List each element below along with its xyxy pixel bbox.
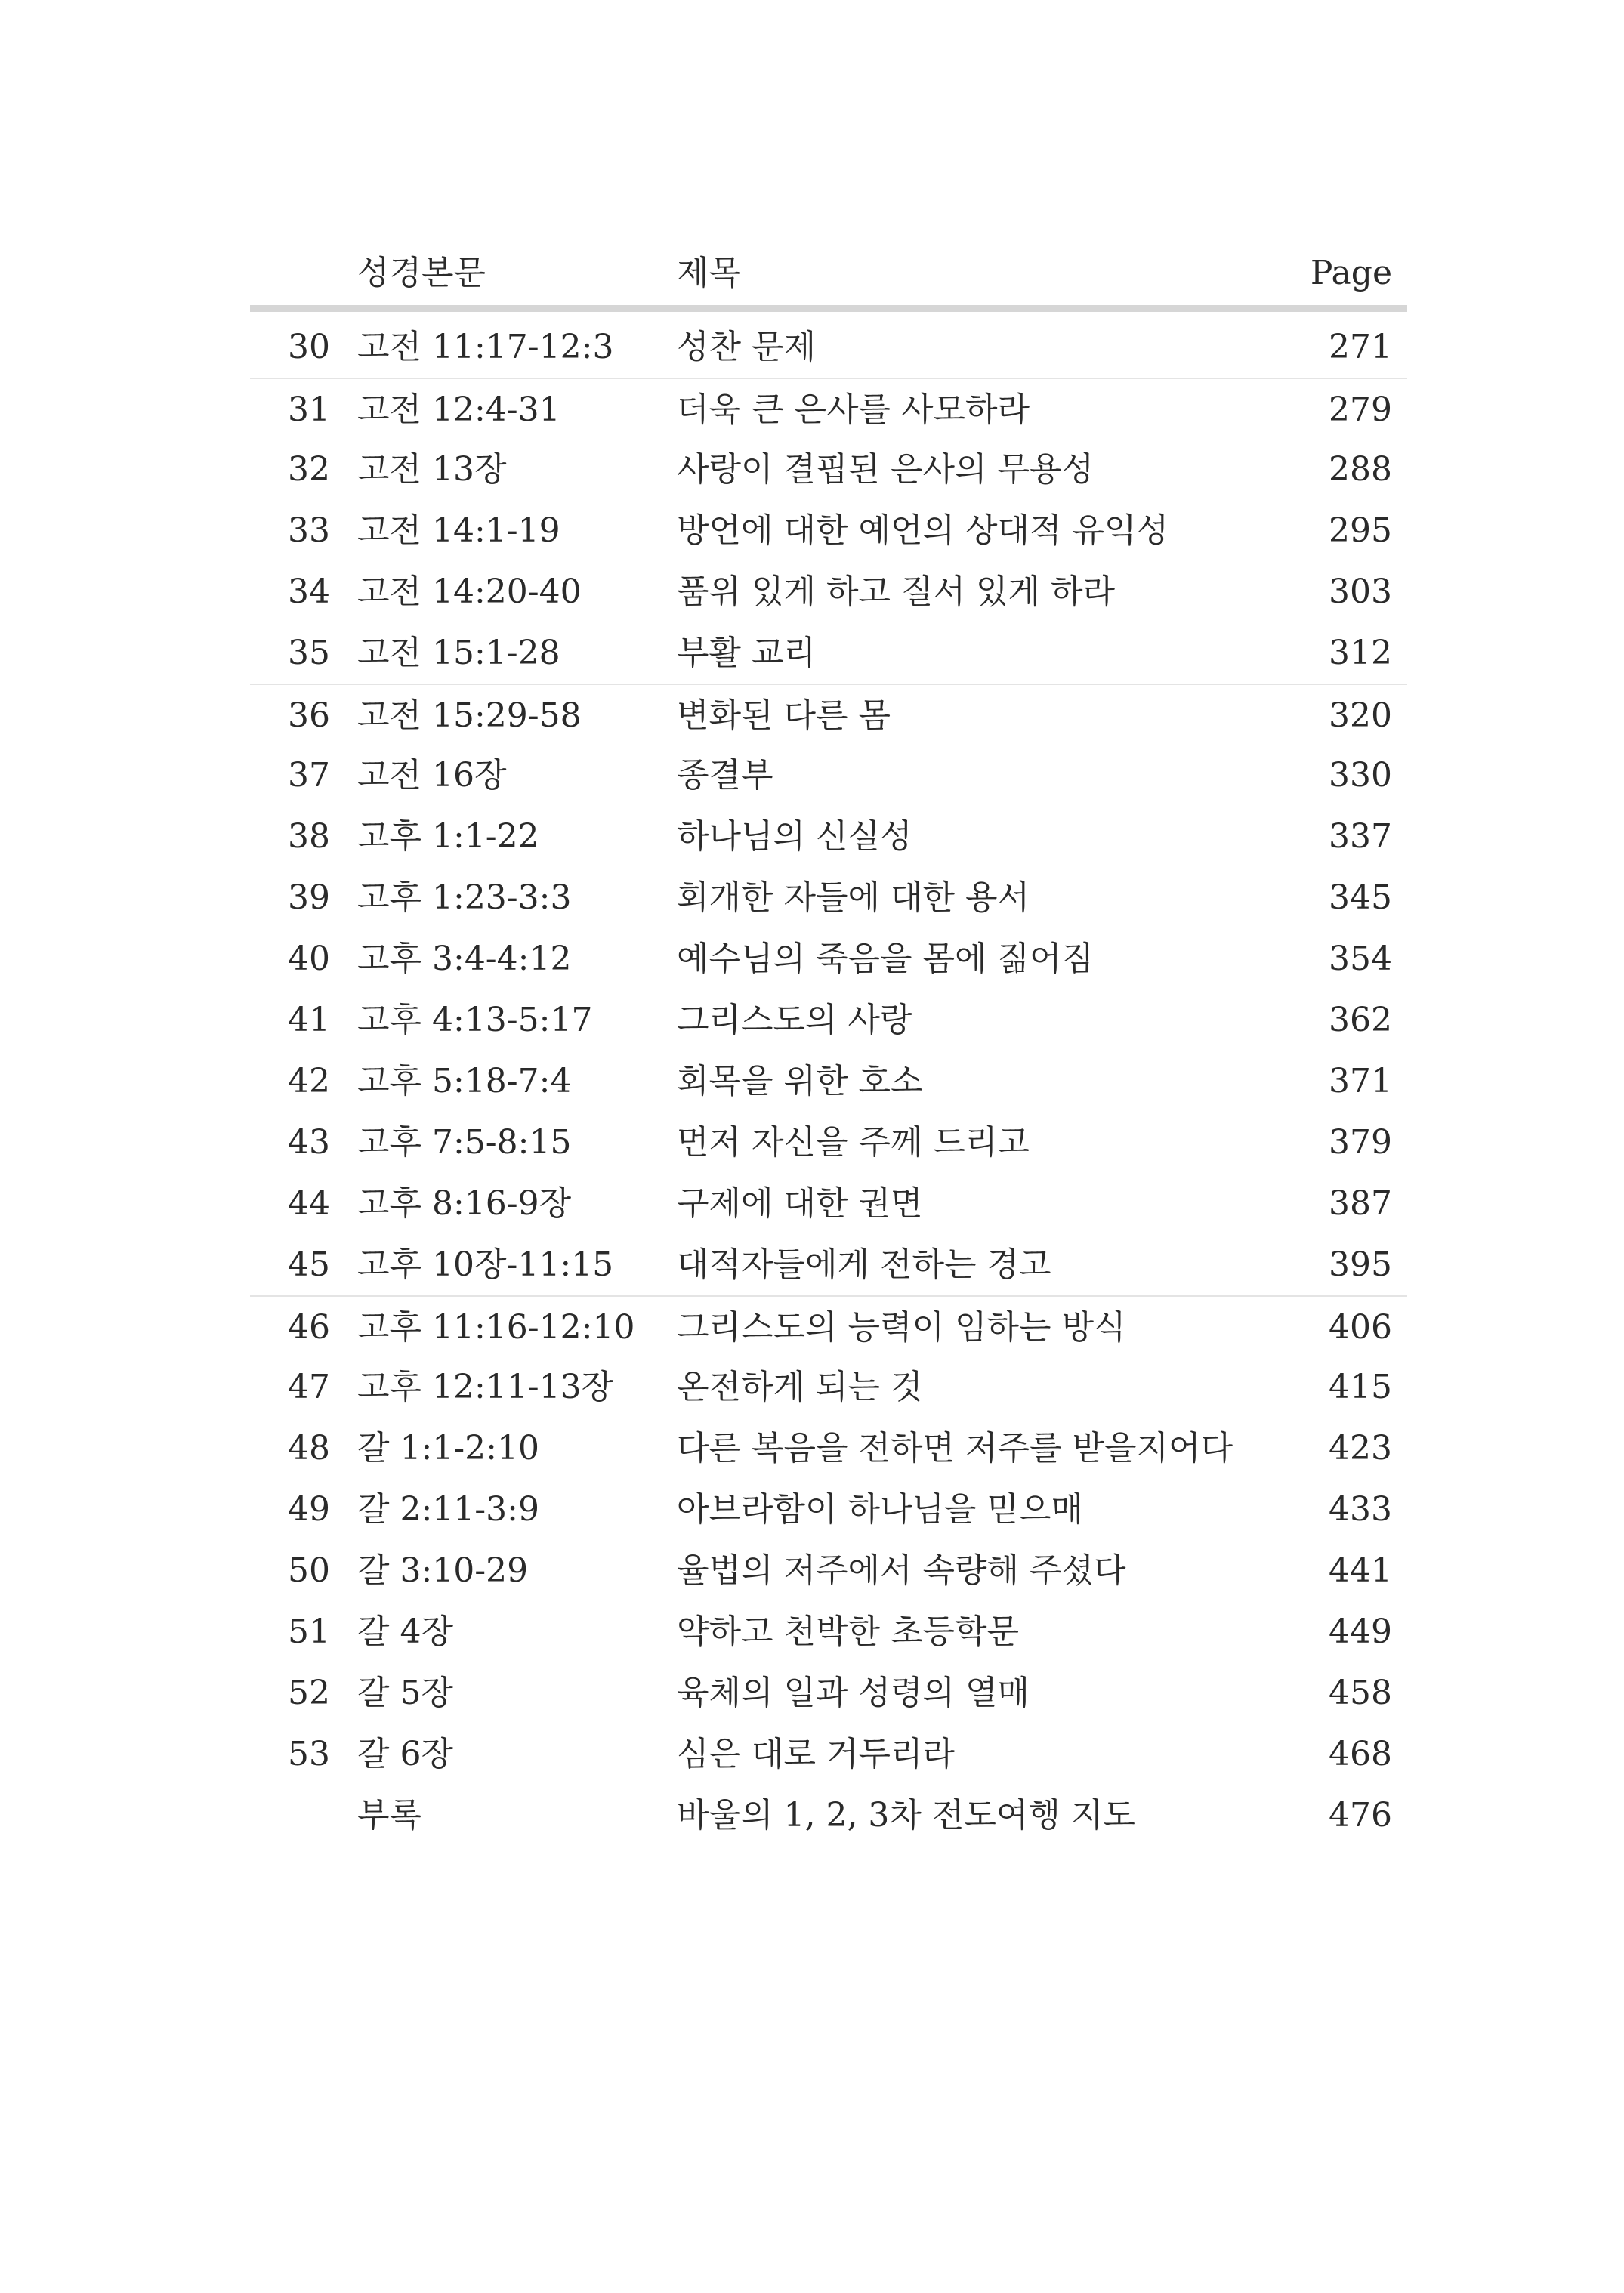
entry-number: 47 [288, 1368, 330, 1406]
entry-page-number: 295 [1329, 511, 1392, 550]
column-header-passage: 성경본문 [357, 254, 486, 292]
entry-passage: 고후 8:16-9장 [357, 1184, 572, 1223]
entry-title: 예수님의 죽음을 몸에 짊어짐 [677, 940, 1095, 978]
toc-row [250, 1540, 1407, 1601]
entry-page-number: 387 [1329, 1184, 1392, 1223]
entry-title: 육체의 일과 성령의 열매 [677, 1674, 1030, 1712]
entry-number: 36 [288, 696, 330, 735]
entry-page-number: 312 [1329, 634, 1392, 672]
entry-passage: 고전 11:17-12:3 [357, 328, 614, 366]
entry-number: 31 [288, 390, 330, 429]
toc-row [250, 1724, 1407, 1785]
entry-title: 그리스도의 능력이 임하는 방식 [677, 1308, 1126, 1347]
entry-number: 48 [288, 1429, 330, 1467]
entry-passage: 고후 5:18-7:4 [357, 1062, 572, 1100]
entry-title: 하나님의 신실성 [677, 817, 912, 856]
toc-row [250, 1662, 1407, 1724]
entry-number: 40 [288, 940, 330, 978]
entry-number: 43 [288, 1123, 330, 1162]
toc-row [250, 1173, 1407, 1234]
entry-number: 38 [288, 817, 330, 856]
entry-number: 53 [288, 1735, 330, 1773]
entry-title: 더욱 큰 은사를 사모하라 [677, 390, 1030, 429]
toc-row [250, 989, 1407, 1051]
entry-page-number: 441 [1329, 1551, 1392, 1590]
entry-passage: 고후 12:11-13장 [357, 1368, 614, 1406]
entry-passage: 고전 14:1-19 [357, 511, 560, 550]
entry-title: 구제에 대한 권면 [677, 1184, 923, 1223]
entry-number: 41 [288, 1001, 330, 1039]
toc-row [250, 867, 1407, 928]
entry-page-number: 468 [1329, 1735, 1392, 1773]
toc-row [250, 1234, 1407, 1295]
entry-passage: 고후 4:13-5:17 [357, 1001, 593, 1039]
entry-passage: 갈 5장 [357, 1674, 453, 1712]
entry-passage: 고후 1:23-3:3 [357, 878, 572, 917]
entry-page-number: 279 [1329, 390, 1392, 429]
entry-page-number: 371 [1329, 1062, 1392, 1100]
toc-row [250, 1785, 1407, 1846]
toc-row [250, 745, 1407, 806]
entry-page-number: 423 [1329, 1429, 1392, 1467]
entry-number: 50 [288, 1551, 330, 1590]
entry-number: 35 [288, 634, 330, 672]
entry-passage: 갈 3:10-29 [357, 1551, 529, 1590]
entry-title: 먼저 자신을 주께 드리고 [677, 1123, 1030, 1162]
entry-passage: 고후 1:1-22 [357, 817, 539, 856]
toc-row [250, 316, 1407, 378]
toc-row [250, 378, 1407, 439]
entry-title: 율법의 저주에서 속량해 주셨다 [677, 1551, 1126, 1590]
entry-number: 32 [288, 450, 330, 489]
entry-page-number: 449 [1329, 1613, 1392, 1651]
toc-row [250, 1479, 1407, 1540]
entry-number: 30 [288, 328, 330, 366]
entry-title: 회목을 위한 호소 [677, 1062, 923, 1100]
entry-passage: 갈 4장 [357, 1613, 453, 1651]
entry-title: 그리스도의 사랑 [677, 1001, 912, 1039]
entry-title: 변화된 다른 몸 [677, 696, 891, 735]
entry-page-number: 458 [1329, 1674, 1392, 1712]
entry-passage: 고후 10장-11:15 [357, 1245, 614, 1284]
toc-row [250, 928, 1407, 989]
entry-passage: 고전 16장 [357, 756, 507, 795]
entry-passage: 고전 13장 [357, 450, 507, 489]
toc-row [250, 1112, 1407, 1173]
header-divider [250, 305, 1407, 312]
entry-number: 44 [288, 1184, 330, 1223]
column-header-title: 제목 [677, 254, 742, 292]
entry-title: 약하고 천박한 초등학문 [677, 1613, 1020, 1651]
toc-row [250, 1295, 1407, 1356]
entry-title: 부활 교리 [677, 634, 817, 672]
entry-passage: 부록 [357, 1796, 422, 1835]
toc-header [250, 242, 1407, 305]
toc-row [250, 439, 1407, 500]
entry-passage: 고전 14:20-40 [357, 572, 582, 611]
toc-rows [250, 316, 1407, 1846]
entry-title: 온전하게 되는 것 [677, 1368, 923, 1406]
toc-row [250, 1051, 1407, 1112]
entry-page-number: 433 [1329, 1490, 1392, 1529]
entry-number: 46 [288, 1308, 330, 1347]
entry-number: 39 [288, 878, 330, 917]
toc-row [250, 500, 1407, 561]
entry-passage: 갈 1:1-2:10 [357, 1429, 539, 1467]
entry-page-number: 415 [1329, 1368, 1392, 1406]
entry-page-number: 303 [1329, 572, 1392, 611]
entry-page-number: 395 [1329, 1245, 1392, 1284]
entry-page-number: 320 [1329, 696, 1392, 735]
toc-row [250, 1418, 1407, 1479]
entry-page-number: 271 [1329, 328, 1392, 366]
entry-number: 52 [288, 1674, 330, 1712]
entry-page-number: 362 [1329, 1001, 1392, 1039]
entry-title: 종결부 [677, 756, 773, 795]
entry-title: 아브라함이 하나님을 믿으매 [677, 1490, 1084, 1529]
entry-passage: 고후 11:16-12:10 [357, 1308, 635, 1347]
entry-passage: 갈 2:11-3:9 [357, 1490, 539, 1529]
entry-title: 다른 복음을 전하면 저주를 받을지어다 [677, 1429, 1233, 1467]
entry-number: 37 [288, 756, 330, 795]
column-header-page: Page [1310, 254, 1392, 292]
entry-page-number: 379 [1329, 1123, 1392, 1162]
entry-title: 바울의 1, 2, 3차 전도여행 지도 [677, 1796, 1135, 1835]
entry-page-number: 288 [1329, 450, 1392, 489]
toc-row [250, 561, 1407, 622]
entry-title: 대적자들에게 전하는 경고 [677, 1245, 1051, 1284]
table-of-contents [250, 242, 1407, 1846]
toc-row [250, 1356, 1407, 1418]
toc-row [250, 622, 1407, 684]
entry-page-number: 354 [1329, 940, 1392, 978]
toc-row [250, 1601, 1407, 1662]
entry-number: 33 [288, 511, 330, 550]
entry-passage: 고전 12:4-31 [357, 390, 560, 429]
entry-passage: 고전 15:1-28 [357, 634, 560, 672]
toc-row [250, 684, 1407, 745]
entry-passage: 고전 15:29-58 [357, 696, 582, 735]
entry-number: 49 [288, 1490, 330, 1529]
entry-title: 회개한 자들에 대한 용서 [677, 878, 1030, 917]
entry-passage: 고후 3:4-4:12 [357, 940, 572, 978]
entry-number: 42 [288, 1062, 330, 1100]
entry-page-number: 337 [1329, 817, 1392, 856]
entry-title: 심은 대로 거두리라 [677, 1735, 956, 1773]
toc-row [250, 806, 1407, 867]
entry-page-number: 330 [1329, 756, 1392, 795]
entry-number: 51 [288, 1613, 330, 1651]
entry-title: 성찬 문제 [677, 328, 817, 366]
entry-title: 방언에 대한 예언의 상대적 유익성 [677, 511, 1169, 550]
entry-passage: 고후 7:5-8:15 [357, 1123, 572, 1162]
entry-page-number: 476 [1329, 1796, 1392, 1835]
entry-number: 45 [288, 1245, 330, 1284]
entry-page-number: 345 [1329, 878, 1392, 917]
entry-page-number: 406 [1329, 1308, 1392, 1347]
entry-title: 품위 있게 하고 질서 있게 하라 [677, 572, 1115, 611]
entry-title: 사랑이 결핍된 은사의 무용성 [677, 450, 1095, 489]
entry-passage: 갈 6장 [357, 1735, 453, 1773]
entry-number: 34 [288, 572, 330, 611]
